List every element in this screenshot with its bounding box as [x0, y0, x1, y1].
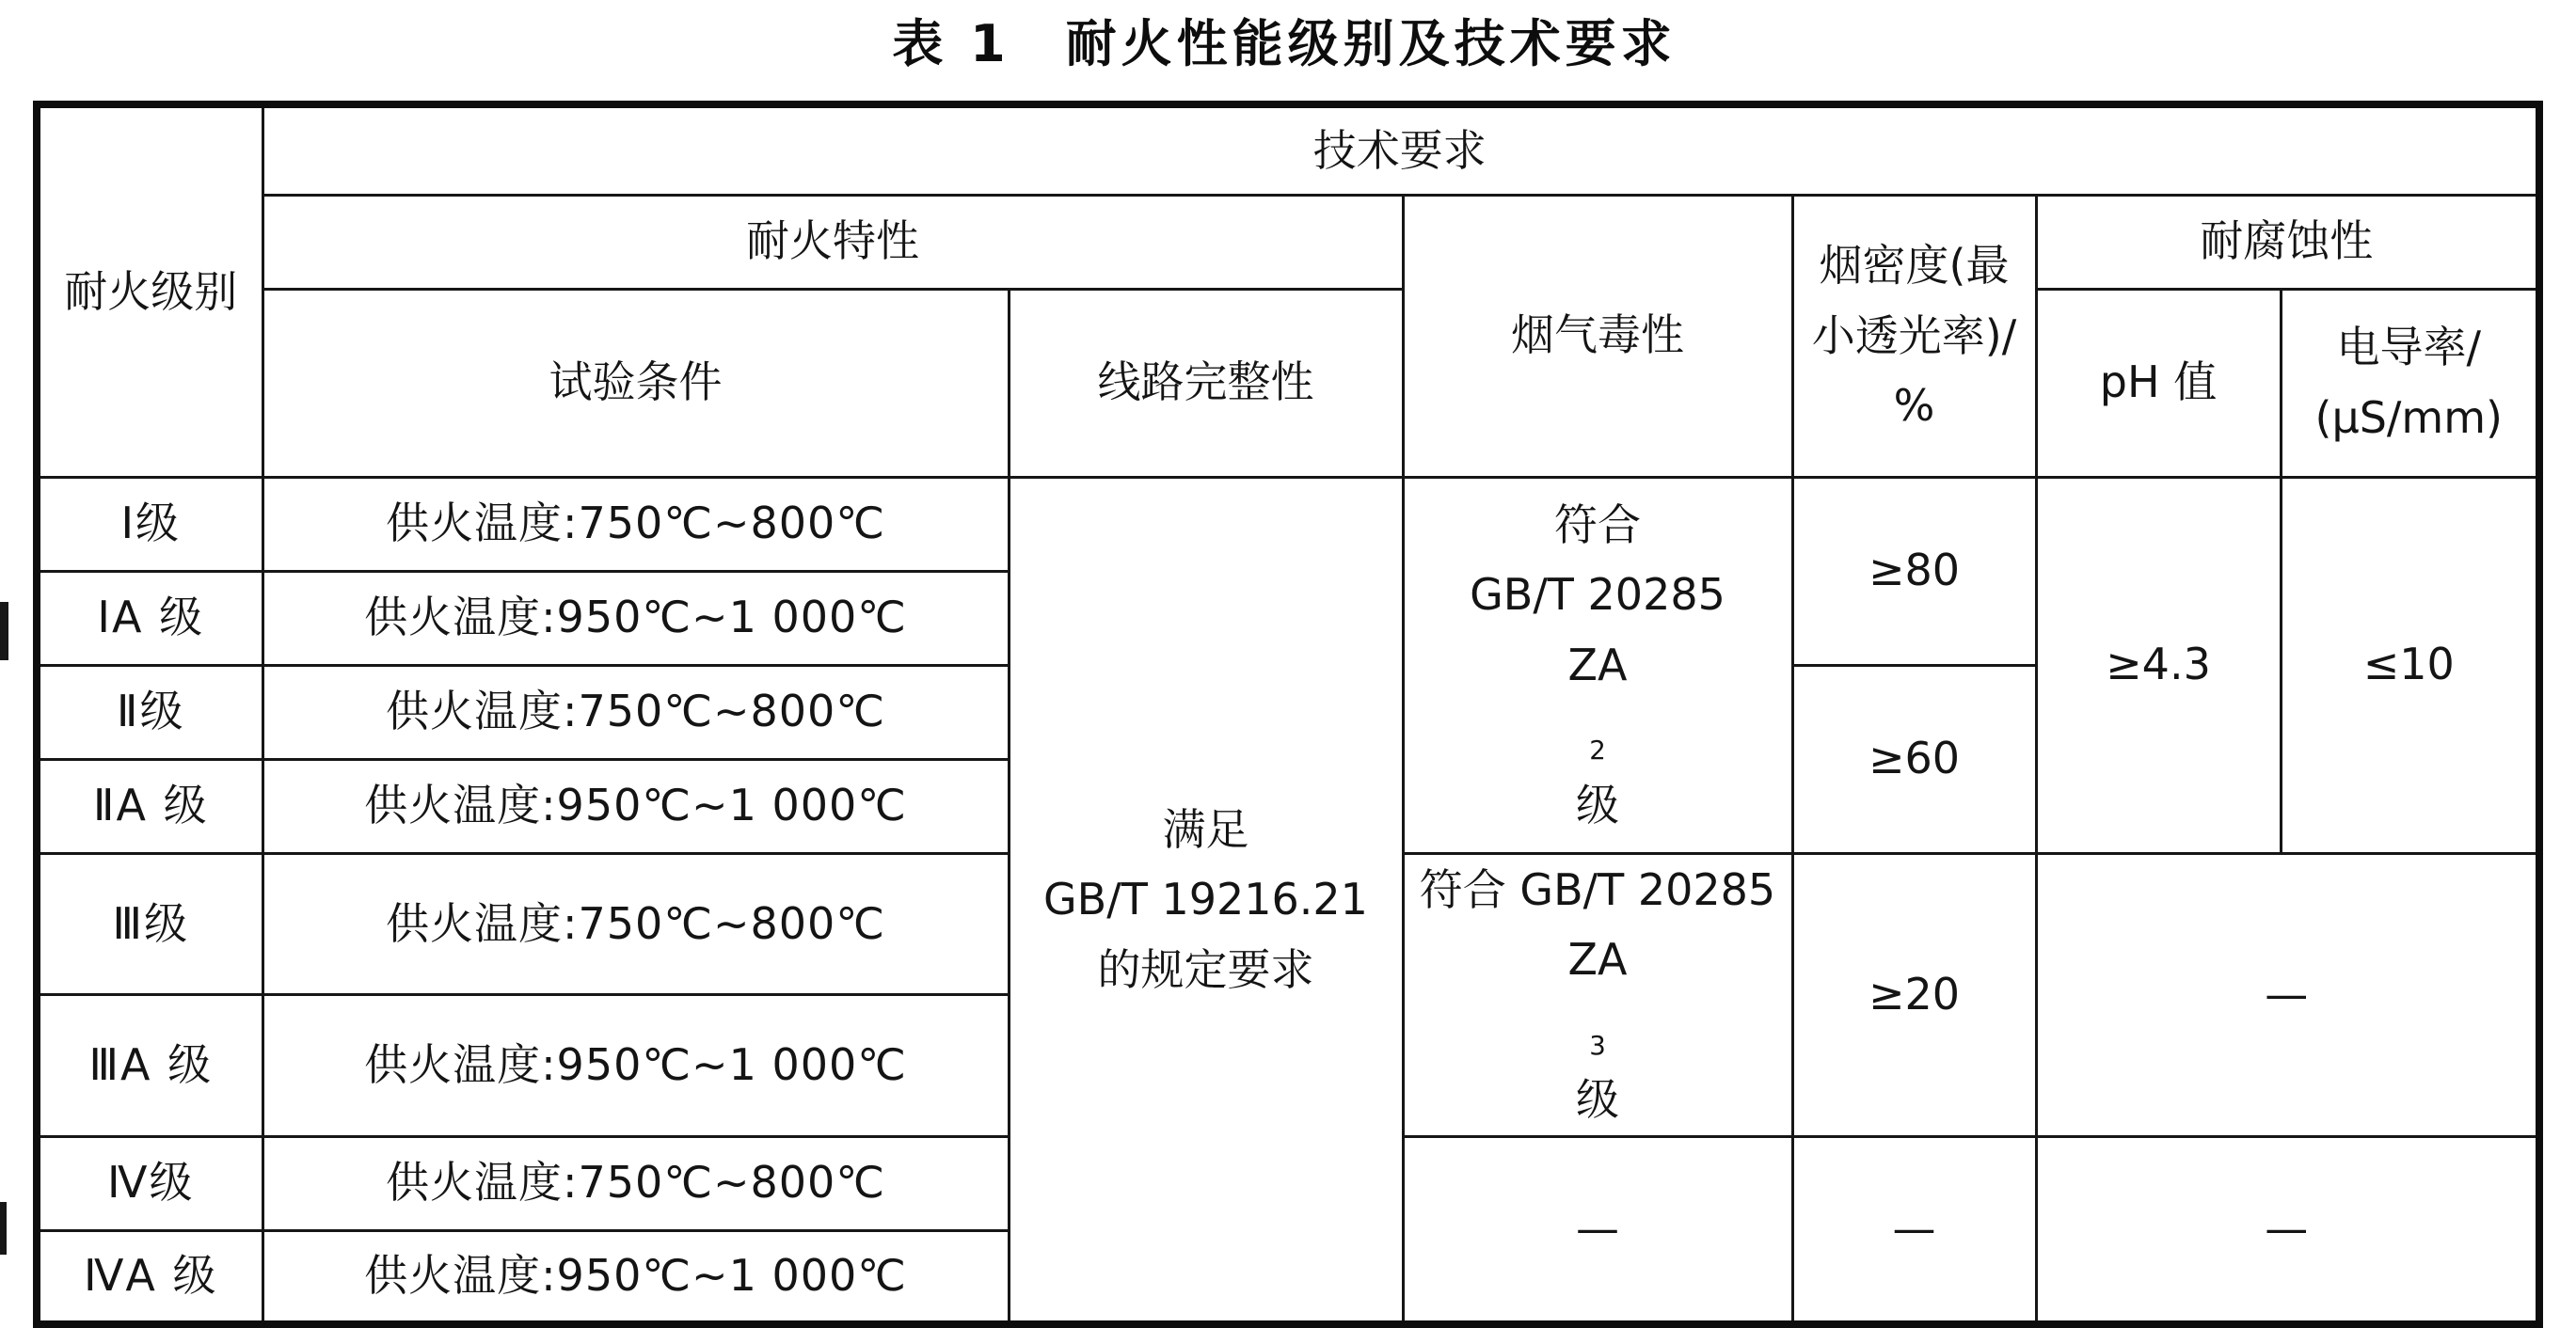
- header-cell-circuit-integrity: 线路完整性: [1009, 289, 1403, 477]
- fire-performance-table: [33, 101, 2543, 1328]
- cell-line: %: [1893, 380, 1935, 432]
- cell-line: 满足: [1162, 803, 1249, 855]
- circuit-integrity-value-cell: [1009, 477, 1403, 1324]
- header-cell-smoke-toxicity: 烟气毒性: [1403, 195, 1792, 477]
- cell-line: 符合: [1554, 498, 1641, 550]
- level-cell: ⅠA 级: [37, 571, 262, 665]
- scan-artifact: [0, 1202, 7, 1255]
- condition-cell: 供火温度:750℃~800℃: [262, 1136, 1009, 1230]
- condition-cell: 供火温度:950℃~1 000℃: [262, 759, 1009, 853]
- cell-line: 符合 GB/T 20285: [1419, 863, 1776, 915]
- condition-cell: 供火温度:950℃~1 000℃: [262, 571, 1009, 665]
- condition-cell: 供火温度:750℃~800℃: [262, 853, 1009, 995]
- header-cell-fire-level: 耐火级别: [37, 104, 262, 477]
- header-row-2: [37, 195, 2539, 289]
- table-title: 表 1 耐火性能级别及技术要求: [892, 14, 1677, 73]
- cell-line: [1405, 630, 1791, 841]
- za-subscript: 2: [1589, 735, 1606, 767]
- header-cell-test-condition: 试验条件: [262, 289, 1009, 477]
- ph-value-cell: ≥4.3: [2036, 477, 2281, 853]
- header-row-1: [37, 104, 2539, 195]
- cell-line: 小透光率)/: [1811, 309, 2017, 361]
- level-cell: Ⅲ级: [37, 853, 262, 995]
- header-cell-corrosion-resistance: 耐腐蚀性: [2036, 195, 2539, 289]
- level-cell: Ⅱ级: [37, 665, 262, 759]
- scan-artifact: [0, 602, 8, 660]
- condition-cell: 供火温度:750℃~800℃: [262, 665, 1009, 759]
- cell-line: 烟密度(最: [1819, 240, 2010, 292]
- cell-line: GB/T 20285: [1470, 569, 1725, 621]
- za-base: ZA: [1567, 934, 1628, 986]
- level-cell: Ⅰ级: [37, 477, 262, 571]
- za-subscript: 3: [1589, 1029, 1606, 1061]
- smoke-density-cell-60: ≥60: [1792, 665, 2036, 853]
- za-tail: 级: [1576, 779, 1619, 830]
- data-row-1: [37, 477, 2539, 571]
- cell-line: (μS/mm): [2314, 392, 2503, 443]
- cell-line: 电导率/: [2336, 322, 2482, 373]
- corrosion-dash-cell-b: —: [2036, 1136, 2539, 1324]
- cell-line: GB/T 19216.21: [1043, 874, 1368, 925]
- header-cell-tech-requirements: 技术要求: [262, 104, 2539, 195]
- conductivity-value-cell: ≤10: [2281, 477, 2539, 853]
- smoke-toxicity-cell-za2: [1403, 477, 1792, 853]
- smoke-density-cell-20: ≥20: [1792, 853, 2036, 1136]
- za-base: ZA: [1567, 639, 1628, 690]
- za-tail: 级: [1576, 1074, 1619, 1126]
- condition-cell: 供火温度:750℃~800℃: [262, 477, 1009, 571]
- header-cell-ph-value: pH 值: [2036, 289, 2281, 477]
- cell-line: [1405, 925, 1791, 1135]
- smoke-density-dash-cell: —: [1792, 1136, 2036, 1324]
- condition-cell: 供火温度:950℃~1 000℃: [262, 995, 1009, 1137]
- header-cell-conductivity: [2281, 289, 2539, 477]
- smoke-toxicity-dash-cell: —: [1403, 1136, 1792, 1324]
- header-cell-fire-characteristics: 耐火特性: [262, 195, 1403, 289]
- level-cell: ⅢA 级: [37, 995, 262, 1137]
- corrosion-dash-cell-a: —: [2036, 853, 2539, 1136]
- level-cell: ⅣA 级: [37, 1230, 262, 1324]
- cell-line: 的规定要求: [1097, 943, 1314, 995]
- level-cell: ⅡA 级: [37, 759, 262, 853]
- condition-cell: 供火温度:950℃~1 000℃: [262, 1230, 1009, 1324]
- smoke-density-cell-80: ≥80: [1792, 477, 2036, 665]
- level-cell: Ⅳ级: [37, 1136, 262, 1230]
- header-row-3: [37, 289, 2539, 477]
- header-cell-smoke-density: [1792, 195, 2036, 477]
- smoke-toxicity-cell-za3: [1403, 853, 1792, 1136]
